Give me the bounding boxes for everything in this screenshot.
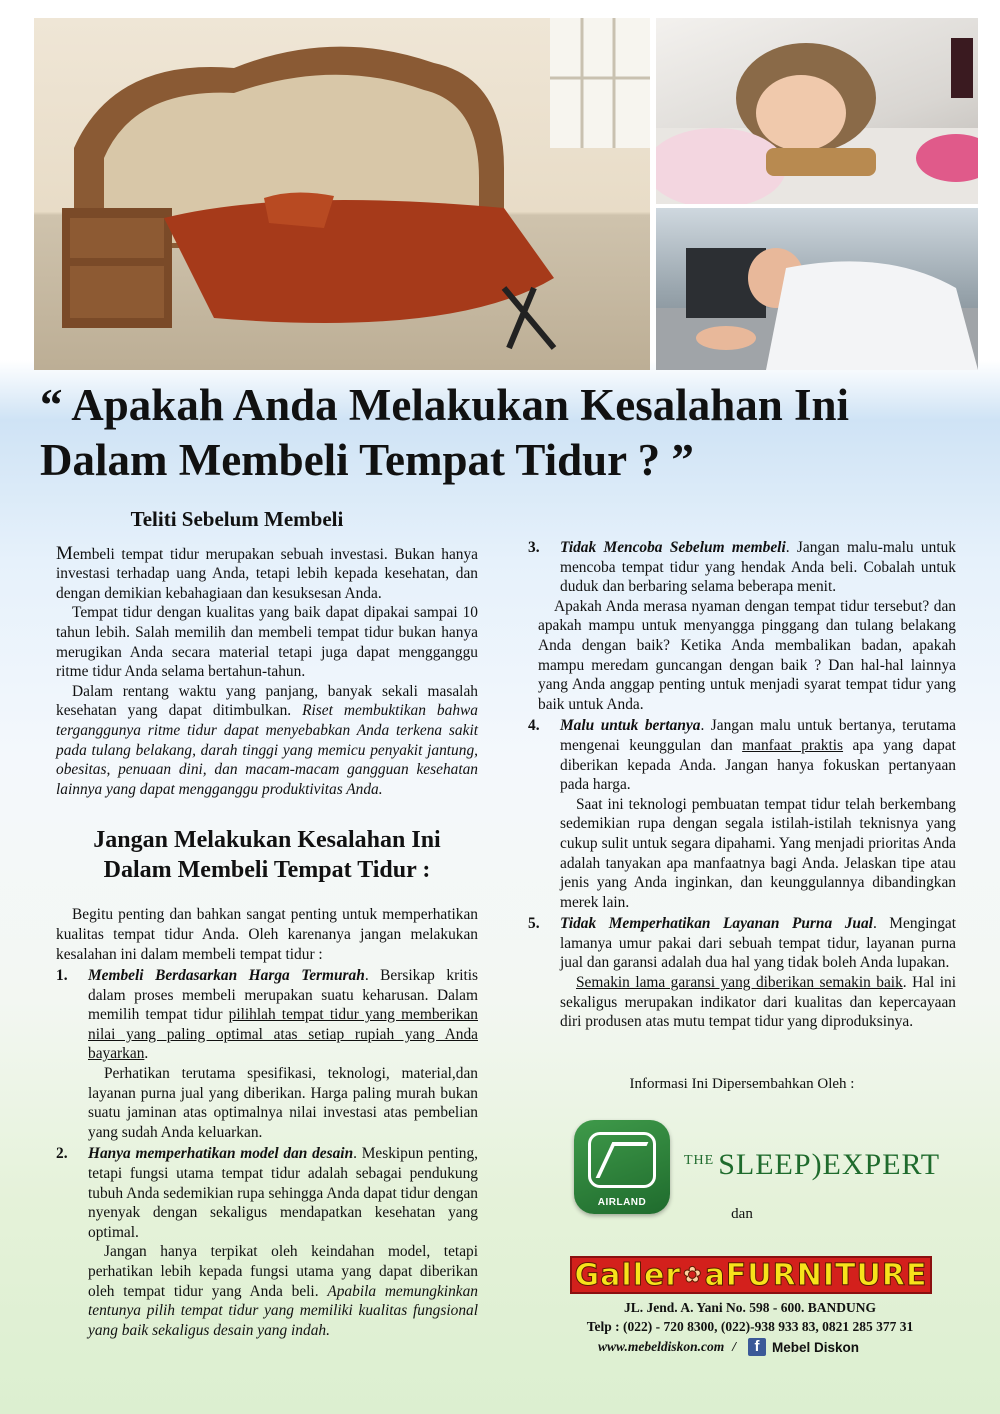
sleep-expert-the: THE [684, 1153, 715, 1168]
galleria-furniture-logo [570, 1256, 932, 1294]
headline-line-2: Dalam Membeli Tempat Tidur ? ” [40, 435, 694, 485]
list-item-4-paragraph-2: Saat ini teknologi pembuatan tempat tidur telah berkembang sedemikian rupa dengan segala istilah-istilah teknisnya yang cukup sulit untuk segara dipahami. Yang menjadi prioritas Anda adalah tanyakan apa manfaatnya bagi Anda. Jelaskan tipe atau jenis yang Anda inginkan, dan keunggulannya dibandingkan merek lain. [560, 795, 956, 911]
phone: Telp : (022) - 720 8300, (022)-938 933 83, 0821 285 377 31 [586, 1319, 914, 1334]
list-item-4-underlined: manfaat praktis [742, 736, 844, 754]
list-item-5-paragraph-2 [528, 973, 956, 1032]
list-item-4 [528, 716, 956, 794]
tired-man-illustration [656, 208, 978, 370]
right-column [528, 536, 956, 1032]
list-item-3-text-a: . Jangan malu-malu untuk mencoba tempat tidur yang hendak Anda beli. Cobalah untuk duduk dan berbaring selama beberapa menit. [560, 539, 956, 596]
list-item-2-paragraph-2 [56, 1242, 478, 1340]
list-item-5 [528, 914, 956, 973]
website-link[interactable]: www.mebeldiskon.com [598, 1339, 725, 1354]
paragraph-3 [56, 682, 478, 800]
list-item-4-number: 4. [528, 717, 540, 735]
galleria-logo-text-b: aFURNITURE [704, 1257, 928, 1293]
list-item-2-p2-plain: Jangan hanya terpikat oleh keindahan model, tetapi perhatikan lebih kepada fungsi utama yang dapat diberikan oleh tempat tidur yang Anda beli. [88, 1243, 478, 1300]
list-item-1-paragraph-2: Perhatikan terutama spesifikasi, teknologi, material,dan layanan purna jual yang diberikan. Harga paling murah bukan suatu jaminan atas optimalnya nilai investasi atas pembelian yang sudah Anda keluarkan. [88, 1065, 478, 1141]
list-item-4-text-a: . Jangan malu untuk bertanya, terutama mengenai keunggulan dan [560, 717, 956, 754]
sponsor-credit: Informasi Ini Dipersembahkan Oleh : [629, 1076, 855, 1092]
list-item-3-paragraph-2: Apakah Anda merasa nyaman dengan tempat tidur tersebut? dan apakah mampu untuk menyangga pinggang dan tulang belakang Anda dengan baik? Ketika Anda membalikan badan, apakah mampu meredam guncangan dengan baik ? Dan hal-hal lainnya yang Anda anggap penting untuk menjadi syarat tempat tidur yang baik untuk Anda. [538, 597, 956, 713]
section-title-teliti: Teliti Sebelum Membeli [130, 507, 344, 531]
left-column [56, 507, 479, 1340]
list-item-3 [528, 538, 956, 597]
list-item-2-body [88, 1144, 478, 1242]
intro-paragraph: Begitu penting dan bahkan sangat penting untuk memperhatikan kualitas tempat tidur Anda. Oleh karenanya jangan melakukan kesalahan ini dalam membeli tempat tidur : [56, 906, 478, 963]
paragraph-1-text: embeli tempat tidur merupakan sebuah investasi. Bukan hanya investasi terhadap uang Anda, tetapi lebih kepada kesehatan, dan dengan demikian kebahagiaan dan kesuksesan Anda. [56, 545, 478, 602]
list-item-2 [56, 1144, 478, 1242]
sleep-expert-logo [684, 1148, 944, 1182]
list-item-2-text-a: . Meskipun penting, tetapi fungsi utama tempat tidur adalah sebagai pendukung tubuh Anda sedemikian rupa sehingga Anda dapat tidur dengan nyenyak dengan sekaligus mendapatkan kesehatan yang optimal. [88, 1145, 478, 1241]
list-item-1-text-b: . [144, 1045, 149, 1063]
separator-slash: / [732, 1339, 737, 1354]
list-item-1-underlined: pilihlah tempat tidur yang memberikan nilai yang paling optimal atas setiap rupiah yang Anda bayarkan [88, 1006, 478, 1063]
list-item-3-body [560, 538, 956, 597]
list-item-5-number: 5. [528, 915, 540, 933]
flower-icon: ✿ [683, 1262, 703, 1288]
list-item-5-heading: Tidak Memperhatikan Layanan Purna Jual [560, 915, 873, 933]
contact-block [548, 1298, 952, 1336]
list-item-4-body [560, 716, 956, 794]
facebook-icon[interactable]: f [748, 1338, 766, 1356]
web-social-line [598, 1338, 958, 1356]
conjunction-dan: dan [731, 1206, 753, 1222]
list-item-1-heading: Membeli Berdasarkan Harga Termurah [88, 967, 365, 985]
list-item-3-number: 3. [528, 539, 540, 556]
sleeping-child-illustration [656, 18, 978, 204]
list-item-2-p2-italic: Apabila memungkinkan tentunya pilih tempat tidur yang memiliki kualitas fungsional yang baik sekaligus desain yang indah. [88, 1282, 478, 1339]
list-item-4-heading: Malu untuk bertanya [560, 717, 701, 735]
drop-cap: M [56, 542, 73, 564]
section-title-jangan-line-1: Jangan Melakukan Kesalahan Ini [93, 827, 441, 854]
paragraph-3-italic: Riset membuktikan bahwa terganggunya ritme tidur dapat menyebabkan Anda terkena sakit pada tulang belakang, darah tinggi yang memicu penyakit jantung, obesitas, penuaan dini, dan macam-macam gangguan kesehatan lainnya yang dapat mengganggu produktivitas Anda. [56, 702, 478, 798]
list-item-1-body [88, 966, 478, 1064]
airland-logo-word: AIRLAND [597, 1197, 647, 1208]
address: JL. Jend. A. Yani No. 598 - 600. BANDUNG [624, 1300, 876, 1315]
section-title-jangan-line-2: Dalam Membeli Tempat Tidur : [103, 857, 431, 884]
list-item-1-text-a: . Bersikap kritis dalam proses membeli merupakan suatu keharusan. Dalam memilih tempat tidur [88, 967, 479, 1024]
ornate-bed-illustration [34, 18, 650, 370]
headline [34, 378, 974, 488]
facebook-page-name[interactable]: Mebel Diskon [772, 1339, 860, 1355]
list-item-2-number: 2. [56, 1145, 68, 1163]
list-item-1 [56, 966, 478, 1064]
list-item-5-text-b: . Hal ini sekaligus merupakan indikator dari kualitas dan kepercayaan diri produsen atas mutu tempat tidur yang diproduksinya. [560, 974, 957, 1031]
galleria-logo-text-a: Galler [574, 1257, 682, 1293]
paragraph-1 [56, 544, 478, 604]
list-item-4-text-b: apa yang dapat diberikan kepada Anda. Jangan hanya fokuskan pertanyaan pada harga. [560, 736, 956, 794]
paragraph-3-plain: Dalam rentang waktu yang panjang, banyak sekali masalah kesehatan yang dapat ditimbulkan. [56, 682, 478, 720]
sleeping-child-photo [656, 18, 978, 204]
list-item-2-heading: Hanya memperhatikan model dan desain [88, 1145, 354, 1163]
bed-photo [34, 18, 650, 370]
paragraph-2: Tempat tidur dengan kualitas yang baik dapat dipakai sampai 10 tahun lebih. Salah memilih dan membeli tempat tidur bukan hanya merugikan Anda secara material tetapi juga dapat mengganggu ritme tidur Anda selama bertahun-tahun. [56, 604, 478, 681]
list-item-5-text-a: . Mengingat lamanya umur pakai dari sebuah tempat tidur, layanan purna jual dan garansi adalah dua hal yang tidak boleh Anda lupakan. [560, 915, 956, 972]
list-item-1-number: 1. [56, 967, 68, 985]
sleep-expert-text: SLEEP)EXPERT [718, 1148, 941, 1181]
airland-logo [574, 1120, 670, 1214]
tired-man-photo [656, 208, 978, 370]
list-item-5-underlined: Semakin lama garansi yang diberikan semakin baik [576, 974, 903, 992]
list-item-5-body [560, 914, 956, 973]
headline-line-1: “ Apakah Anda Melakukan Kesalahan Ini [40, 380, 850, 430]
list-item-3-heading: Tidak Mencoba Sebelum membeli [560, 539, 786, 556]
section-title-jangan [56, 825, 478, 885]
